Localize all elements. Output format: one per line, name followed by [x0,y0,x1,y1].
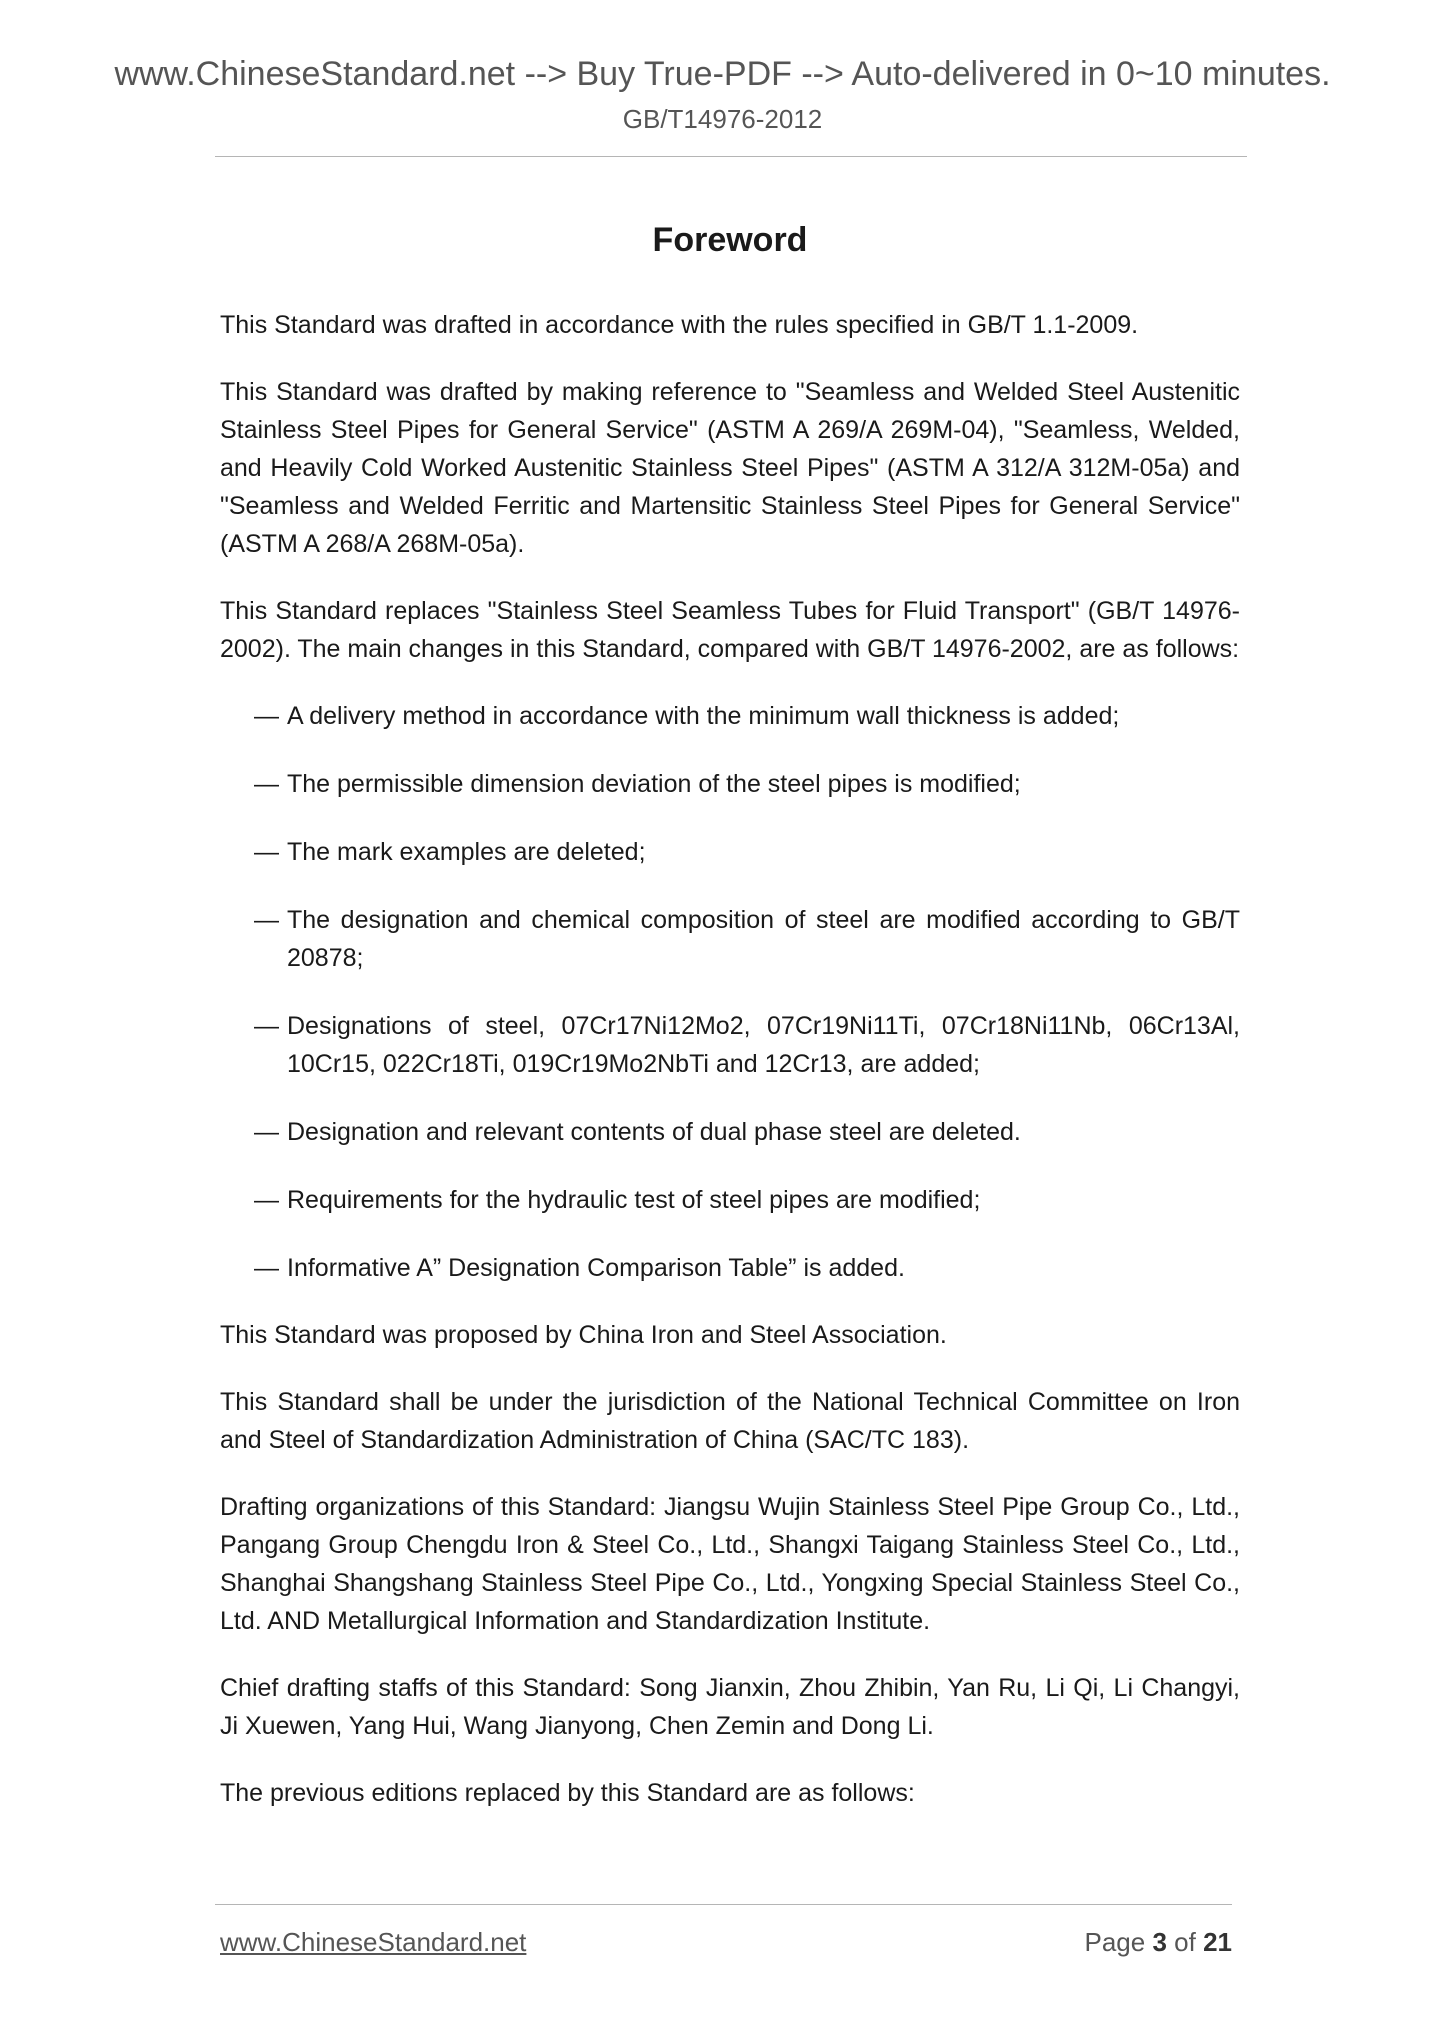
list-item-text: Informative A” Designation Comparison Table” is added. [287,1254,905,1282]
paragraph-previous-editions: The previous editions replaced by this Standard are as follows: [220,1779,915,1807]
list-item-text: The mark examples are deleted; [287,838,646,866]
header-doc-id: GB/T14976-2012 [622,104,823,134]
footer-divider [215,1904,1232,1905]
list-item-text: A delivery method in accordance with the minimum wall thickness is added; [287,702,1120,730]
list-item-text: The designation and chemical composition of steel are modified according to GB/T 20878; [287,906,1240,972]
paragraph-drafting-organizations: Drafting organizations of this Standard: Jiangsu Wujin Stainless Steel Pipe Group Co., Ltd., Pangang Group Chengdu Iron & Steel Co., Ltd., Shangxi Taigang Stainless Steel Co., Ltd., Shanghai Shangshang Stainless Steel Pipe Co., Ltd., Yongxing Special Stainless Steel Co., Ltd. AND Metallurgical Information and Standardization Institute. [220,1493,1240,1635]
total-pages: 21 [1203,1927,1232,1957]
list-item [254,1113,1240,1151]
dash-marker: — [254,702,279,730]
dash-marker: — [254,906,279,934]
list-item-text: The permissible dimension deviation of the steel pipes is modified; [287,770,1021,798]
list-item [254,833,1240,871]
dash-marker: — [254,770,279,798]
list-item [254,901,1240,977]
paragraph-jurisdiction: This Standard shall be under the jurisdiction of the National Technical Committee on Iron and Steel of Standardization Administration of China (SAC/TC 183). [220,1388,1240,1454]
footer-site-link[interactable]: www.ChineseStandard.net [220,1927,527,1957]
dash-marker: — [254,1118,279,1146]
changes-list [220,697,1240,1287]
current-page-number: 3 [1152,1927,1167,1957]
dash-marker: — [254,1254,279,1282]
paragraph-proposed-by: This Standard was proposed by China Iron and Steel Association. [220,1321,947,1349]
header-divider [215,156,1247,157]
page-indicator [1084,1922,1232,1962]
dash-marker: — [254,838,279,866]
dash-marker: — [254,1012,279,1040]
list-item [254,1007,1240,1083]
list-item-text: Designations of steel, 07Cr17Ni12Mo2, 07Cr19Ni11Ti, 07Cr18Ni11Nb, 06Cr13Al, 10Cr15, 022Cr18Ti, 019Cr19Mo2NbTi and 12Cr13, are added; [287,1012,1240,1078]
list-item-text: Requirements for the hydraulic test of steel pipes are modified; [287,1186,981,1214]
page-of: of [1174,1927,1196,1957]
page-title: Foreword [652,221,808,259]
paragraph-references: This Standard was drafted by making reference to "Seamless and Welded Steel Austenitic Stainless Steel Pipes for General Service" (ASTM A 269/A 269M-04), "Seamless, Welded, and Heavily Cold Worked Austenitic Stainless Steel Pipes" (ASTM A 312/A 312M-05a) and "Seamless and Welded Ferritic and Martensitic Stainless Steel Pipes for General Service" (ASTM A 268/A 268M-05a). [220,378,1240,558]
list-item [254,697,1240,735]
paragraph-drafting-staffs: Chief drafting staffs of this Standard: Song Jianxin, Zhou Zhibin, Yan Ru, Li Qi, Li Changyi, Ji Xuewen, Yang Hui, Wang Jianyong, Chen Zemin and Dong Li. [220,1674,1240,1740]
list-item-text: Designation and relevant contents of dual phase steel are deleted. [287,1118,1021,1146]
paragraph-drafting-rules: This Standard was drafted in accordance with the rules specified in GB/T 1.1-2009. [220,311,1139,339]
list-item [254,765,1240,803]
list-item [254,1181,1240,1219]
page-prefix: Page [1084,1927,1146,1957]
header-banner[interactable]: www.ChineseStandard.net --> Buy True-PDF --> Auto-delivered in 0~10 minutes. [114,55,1331,93]
dash-marker: — [254,1186,279,1214]
paragraph-replaces: This Standard replaces "Stainless Steel Seamless Tubes for Fluid Transport" (GB/T 14976-2002). The main changes in this Standard, compared with GB/T 14976-2002, are as follows: [220,597,1240,663]
page-footer [220,1922,1232,1962]
page-header [0,52,1445,136]
document-body [220,210,1240,1841]
list-item [254,1249,1240,1287]
